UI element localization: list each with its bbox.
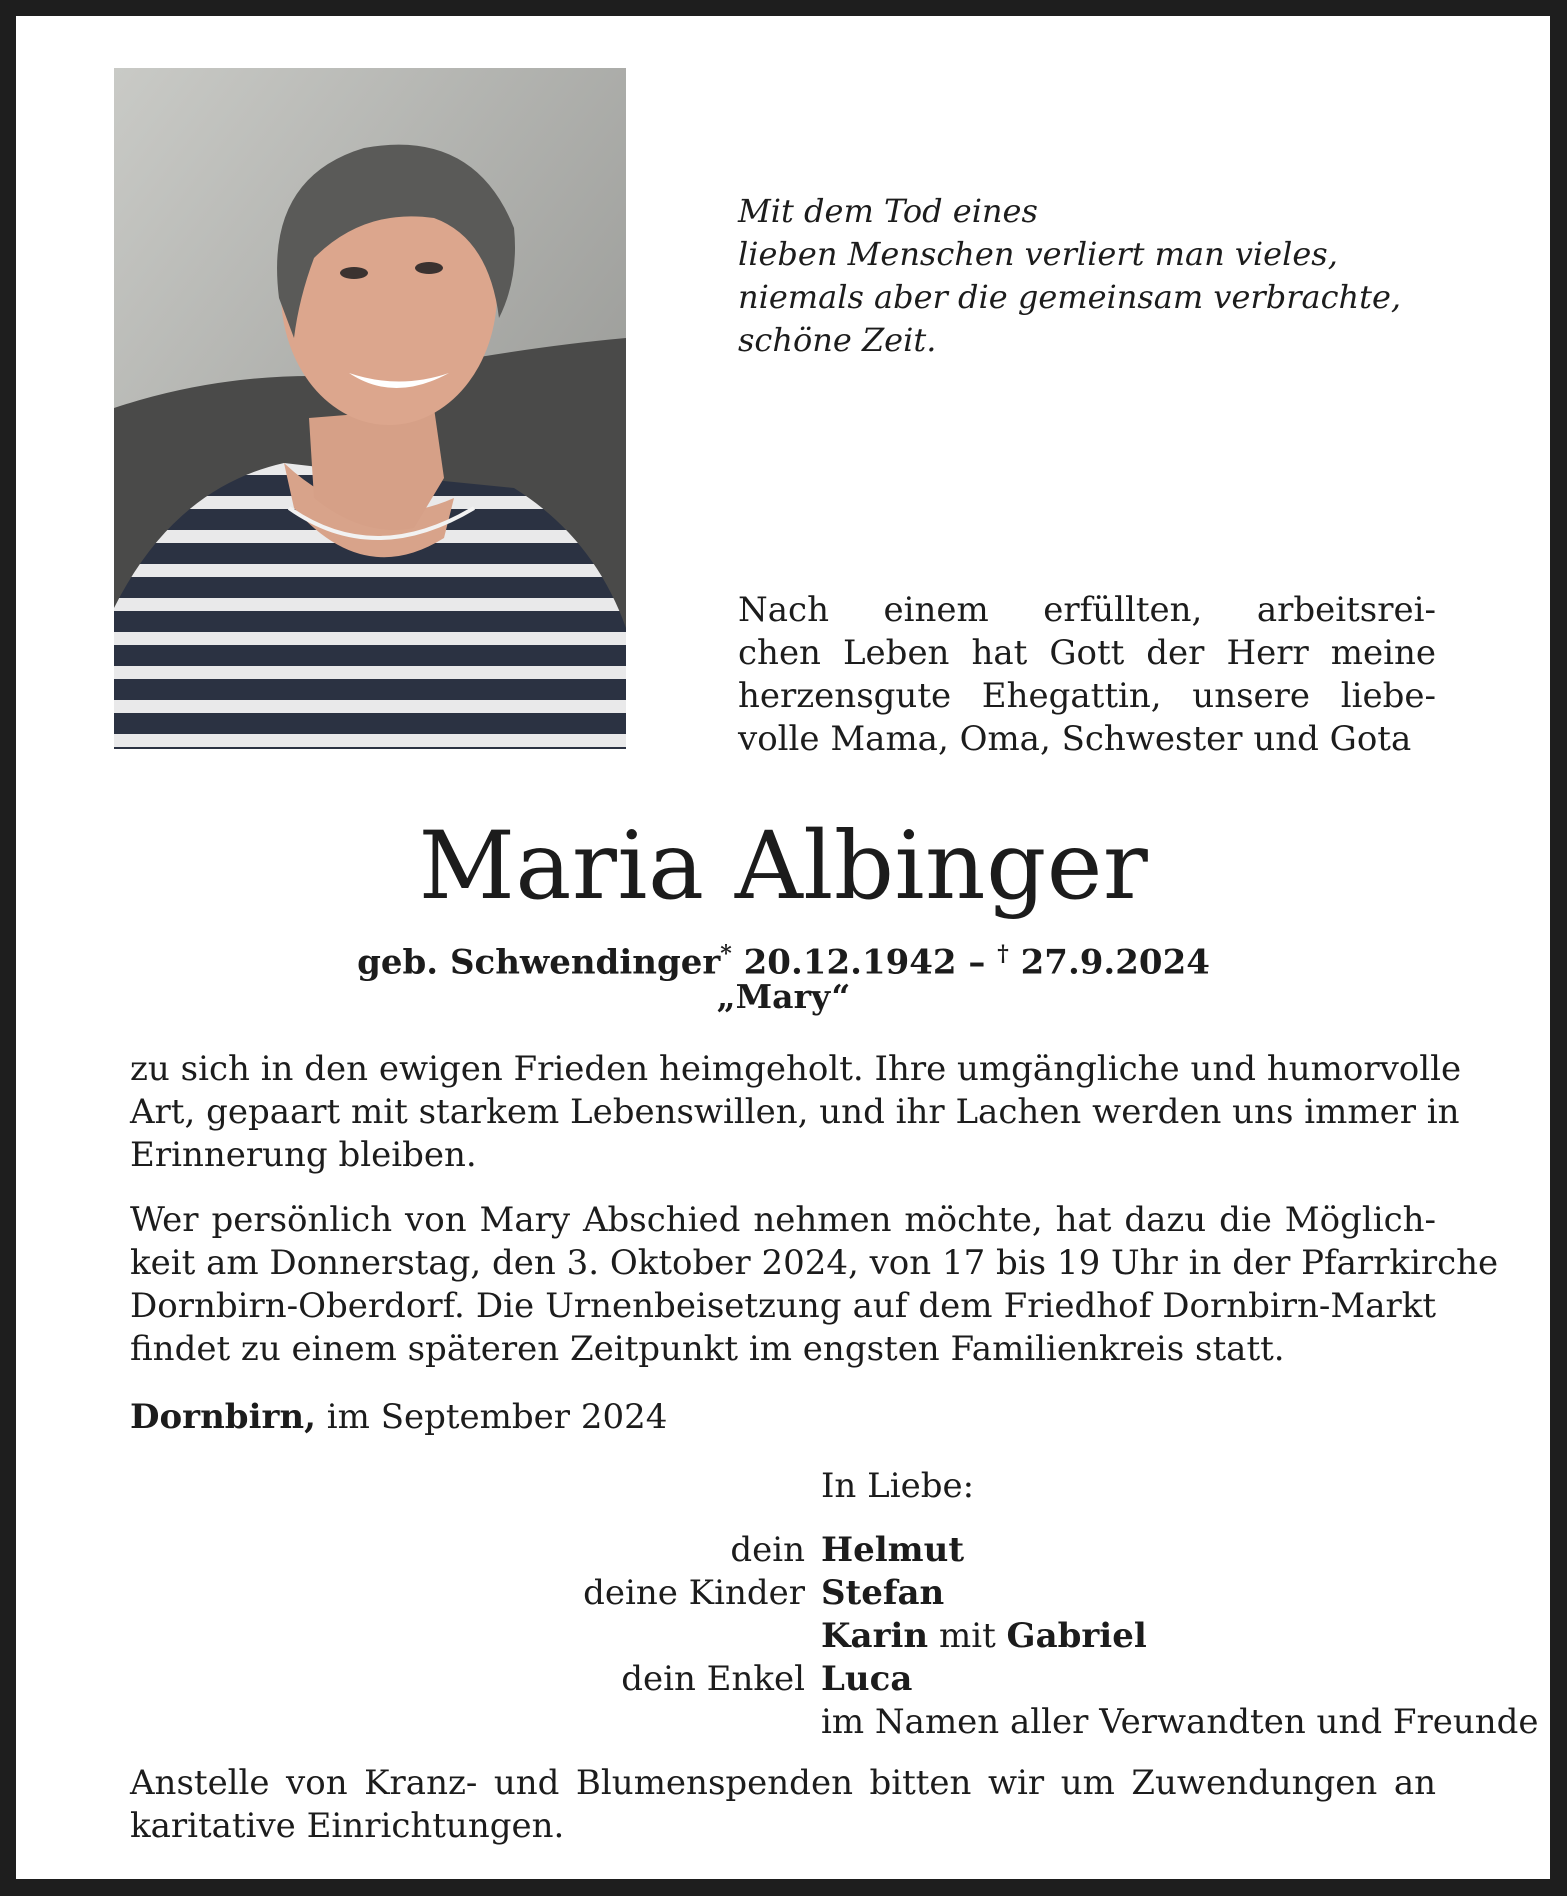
quote-line: schöne Zeit.: [738, 321, 937, 359]
paragraph-donations: [130, 1762, 1436, 1848]
signature-intro: In Liebe:: [821, 1466, 975, 1506]
paragraph-line: karitative Einrichtungen.: [130, 1806, 565, 1846]
paragraph-line: findet zu einem späteren Zeitpunkt im engsten Familienkreis statt.: [130, 1329, 1285, 1369]
paragraph-line: Erinnerung bleiben.: [130, 1135, 477, 1175]
paragraph-line: Art, gepaart mit starkem Lebenswillen, und ihr Lachen werden uns immer in: [130, 1092, 1460, 1132]
portrait-photo: [114, 68, 626, 749]
quote-line: Mit dem Tod eines: [738, 192, 1038, 230]
birth-symbol: *: [720, 941, 732, 967]
child-name: Karin: [821, 1616, 929, 1656]
intro-line: Nach einem erfüllten, arbeitsrei-: [738, 590, 1436, 630]
intro-line: herzensgute Ehegattin, unsere liebe-: [738, 676, 1436, 716]
partner-name: Gabriel: [1006, 1616, 1147, 1656]
death-date: 27.9.2024: [1020, 942, 1210, 983]
place-date: [130, 1396, 667, 1439]
paragraph-farewell: [130, 1199, 1499, 1371]
paragraph-line: zu sich in den ewigen Frieden heimgeholt. Ihre umgängliche und humorvolle: [130, 1049, 1462, 1089]
paragraph-line: Dornbirn-Oberdorf. Die Urnenbeisetzung auf dem Friedhof Dornbirn-Markt: [130, 1286, 1436, 1326]
death-symbol: †: [997, 941, 1009, 967]
intro-text: [738, 589, 1436, 761]
child-name: Stefan: [821, 1573, 945, 1613]
birth-date: 20.12.1942: [743, 942, 957, 983]
signature-closing: im Namen aller Verwandten und Freunde: [821, 1702, 1539, 1742]
paragraph-remembrance: [130, 1048, 1462, 1177]
place-date-text: im September 2024: [326, 1397, 668, 1437]
children-label: deine Kinder: [583, 1573, 805, 1613]
paragraph-line: Anstelle von Kranz- und Blumenspenden bitten wir um Zuwendungen an: [130, 1763, 1436, 1803]
quote-line: niemals aber die gemeinsam verbrachte,: [738, 278, 1402, 316]
paragraph-line: Wer persönlich von Mary Abschied nehmen möchte, hat dazu die Möglich-: [130, 1200, 1436, 1240]
intro-line: volle Mama, Oma, Schwester und Gota: [738, 719, 1412, 759]
nickname: „Mary“: [716, 977, 851, 1016]
intro-line: chen Leben hat Gott der Herr meine: [738, 633, 1436, 673]
husband-label: dein: [730, 1530, 805, 1570]
deceased-name: Maria Albinger: [418, 812, 1149, 921]
quote-line: lieben Menschen verliert man vieles,: [738, 235, 1338, 273]
paragraph-line: keit am Donnerstag, den 3. Oktober 2024, von 17 bis 19 Uhr in der Pfarrkirche: [130, 1243, 1499, 1283]
birth-name: geb. Schwendinger: [357, 942, 721, 983]
grandchild-name: Luca: [821, 1659, 913, 1699]
memorial-quote: [738, 190, 1438, 362]
place-city: Dornbirn,: [130, 1397, 316, 1437]
husband-name: Helmut: [821, 1530, 965, 1570]
signature-block: [130, 1465, 1539, 1744]
with-word: mit: [938, 1616, 996, 1656]
date-dash: –: [968, 942, 986, 983]
grandchild-label: dein Enkel: [621, 1659, 805, 1699]
